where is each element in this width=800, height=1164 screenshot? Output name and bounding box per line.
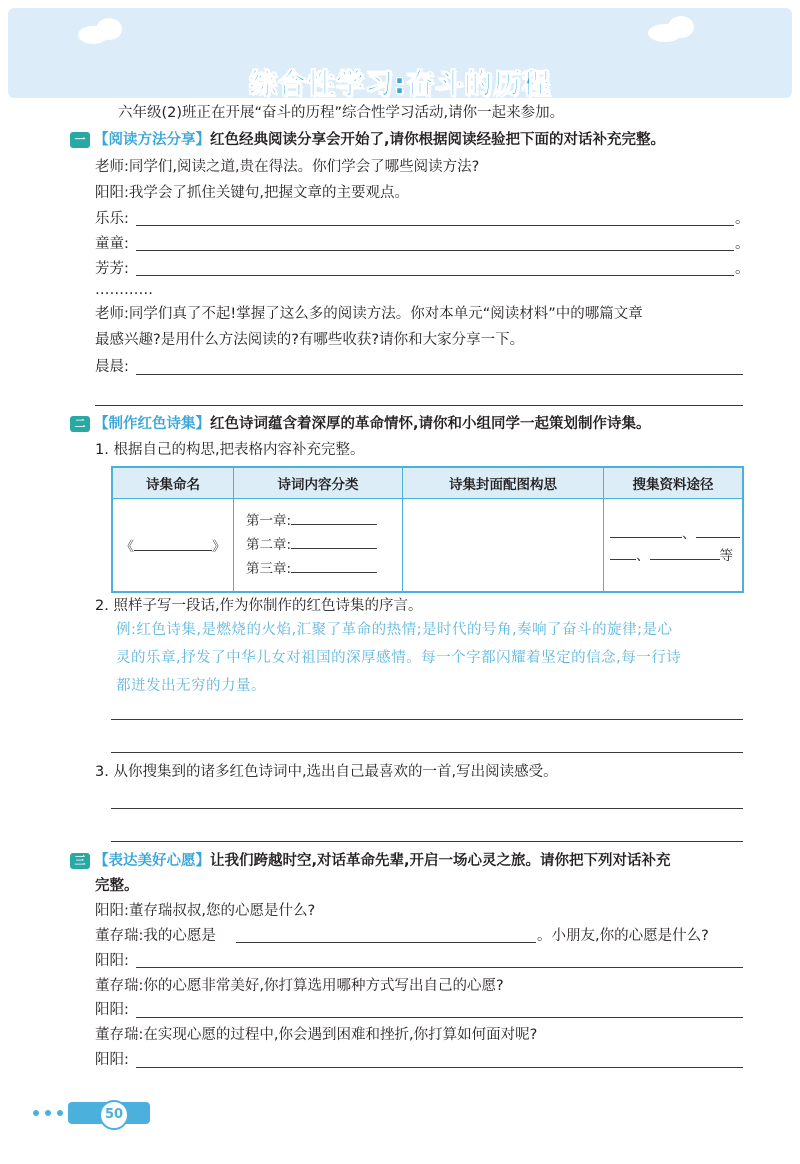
bracket-close: 》 [212, 539, 226, 555]
answer-line[interactable] [111, 808, 743, 809]
speaker-label: 芳芳: [95, 261, 129, 277]
section1-heading [94, 131, 665, 149]
dialogue-line: 老师:同学们真了不起!掌握了这么多的阅读方法。你对本单元“阅读材料”中的哪篇文章 [95, 306, 643, 322]
chapter-blank[interactable] [291, 524, 377, 525]
answer-line[interactable] [136, 374, 743, 375]
source-row [610, 523, 741, 545]
table-row [112, 499, 743, 593]
answer-line[interactable] [136, 967, 743, 968]
example-line: 都迸发出无穷的力量。 [116, 678, 266, 694]
period: 。 [735, 261, 750, 277]
source-row [610, 545, 741, 567]
section-number-icon: 一 [70, 132, 90, 148]
source-blank[interactable] [650, 559, 720, 560]
page-title: 综合性学习:奋斗的历程 [248, 67, 552, 100]
source-blank[interactable] [610, 559, 636, 560]
question-2: 2. 照样子写一段话,作为你制作的红色诗集的序言。 [95, 598, 423, 614]
speaker-label: 乐乐: [95, 211, 129, 227]
chapter-label: 第三章: [246, 561, 292, 577]
answer-line[interactable] [136, 225, 734, 226]
dialogue-line: 。小朋友,你的心愿是什么? [537, 928, 709, 944]
source-cell [604, 499, 744, 593]
example-line: 例:红色诗集,是燃烧的火焰,汇聚了革命的热情;是时代的号角,奏响了奋斗的旋律;是心 [116, 622, 673, 638]
cloud-decoration [668, 16, 694, 38]
answer-line[interactable] [136, 275, 734, 276]
section3-tag: 【表达美好心愿】 [94, 853, 210, 869]
cover-design-cell[interactable] [403, 499, 604, 593]
answer-line[interactable] [111, 841, 743, 842]
source-blank[interactable] [610, 537, 682, 538]
separator: 、 [636, 548, 650, 564]
answer-line[interactable] [236, 942, 536, 943]
example-text [116, 616, 746, 700]
dialogue-line: 最感兴趣?是用什么方法阅读的?有哪些收获?请你和大家分享一下。 [95, 332, 525, 348]
dialogue-line: 老师:同学们,阅读之道,贵在得法。你们学会了哪些阅读方法? [95, 159, 480, 175]
section2-instruction: 红色诗词蕴含着深厚的革命情怀,请你和小组同学一起策划制作诗集。 [210, 416, 651, 432]
chapter-cell [234, 499, 403, 593]
answer-line[interactable] [95, 405, 743, 406]
chapter-row [246, 557, 401, 581]
example-line: 灵的乐章,抒发了中华儿女对祖国的深厚感情。每一个字都闪耀着坚定的信念,每一行诗 [116, 650, 682, 666]
section3-instruction: 让我们跨越时空,对话革命先辈,开启一场心灵之旅。请你把下列对话补充 [210, 853, 671, 869]
question-3: 3. 从你搜集到的诸多红色诗词中,选出自己最喜欢的一首,写出阅读感受。 [95, 764, 558, 780]
page-number: 50 [99, 1100, 129, 1130]
answer-line[interactable] [111, 752, 743, 753]
section3-instruction-cont: 完整。 [95, 878, 139, 894]
section1-instruction: 红色经典阅读分享会开始了,请你根据阅读经验把下面的对话补充完整。 [210, 132, 666, 148]
poem-collection-table [111, 466, 744, 593]
section3-heading [94, 852, 671, 870]
speaker-label: 阳阳: [95, 1052, 129, 1068]
speaker-label: 阳阳: [95, 1002, 129, 1018]
table-header: 诗集封面配图构思 [403, 467, 604, 499]
poem-name-cell[interactable] [112, 499, 234, 593]
chapter-label: 第二章: [246, 537, 292, 553]
dialogue-line: 阳阳:我学会了抓住关键句,把握文章的主要观点。 [95, 185, 409, 201]
speaker-label: 阳阳: [95, 953, 129, 969]
period: 。 [735, 211, 750, 227]
table-header: 诗词内容分类 [234, 467, 403, 499]
question-1: 1. 根据自己的构思,把表格内容补充完整。 [95, 442, 365, 458]
dots-decoration-icon [28, 1104, 68, 1122]
dialogue-line: 董存瑞:我的心愿是 [95, 928, 216, 944]
section1-tag: 【阅读方法分享】 [94, 132, 210, 148]
section-number-icon: 二 [70, 416, 90, 432]
chapter-row [246, 509, 401, 533]
chapter-row [246, 533, 401, 557]
section2-heading [94, 415, 651, 433]
poem-name-blank[interactable] [134, 550, 212, 551]
table-header: 诗集命名 [112, 467, 234, 499]
section2-tag: 【制作红色诗集】 [94, 416, 210, 432]
answer-line[interactable] [136, 1017, 743, 1018]
answer-line[interactable] [111, 719, 743, 720]
ellipsis: ………… [95, 282, 153, 298]
chapter-label: 第一章: [246, 513, 292, 529]
chapter-blank[interactable] [291, 548, 377, 549]
period: 。 [735, 236, 750, 252]
speaker-label: 童童: [95, 236, 129, 252]
answer-line[interactable] [136, 250, 734, 251]
table-header: 搜集资料途径 [604, 467, 744, 499]
dialogue-line: 阳阳:董存瑞叔叔,您的心愿是什么? [95, 903, 316, 919]
speaker-label: 晨晨: [95, 359, 129, 375]
answer-line[interactable] [136, 1067, 743, 1068]
intro-text: 六年级(2)班正在开展“奋斗的历程”综合性学习活动,请你一起来参加。 [118, 105, 565, 121]
dialogue-line: 董存瑞:你的心愿非常美好,你打算选用哪种方式写出自己的心愿? [95, 978, 504, 994]
section-number-icon: 三 [70, 853, 90, 869]
cloud-decoration [96, 18, 122, 40]
chapter-blank[interactable] [291, 572, 377, 573]
separator: 、 [682, 526, 696, 542]
bracket-open: 《 [120, 539, 134, 555]
dialogue-line: 董存瑞:在实现心愿的过程中,你会遇到困难和挫折,你打算如何面对呢? [95, 1027, 538, 1043]
source-blank[interactable] [696, 537, 740, 538]
etc-label: 等 [719, 548, 733, 564]
table-header-row [112, 467, 743, 499]
